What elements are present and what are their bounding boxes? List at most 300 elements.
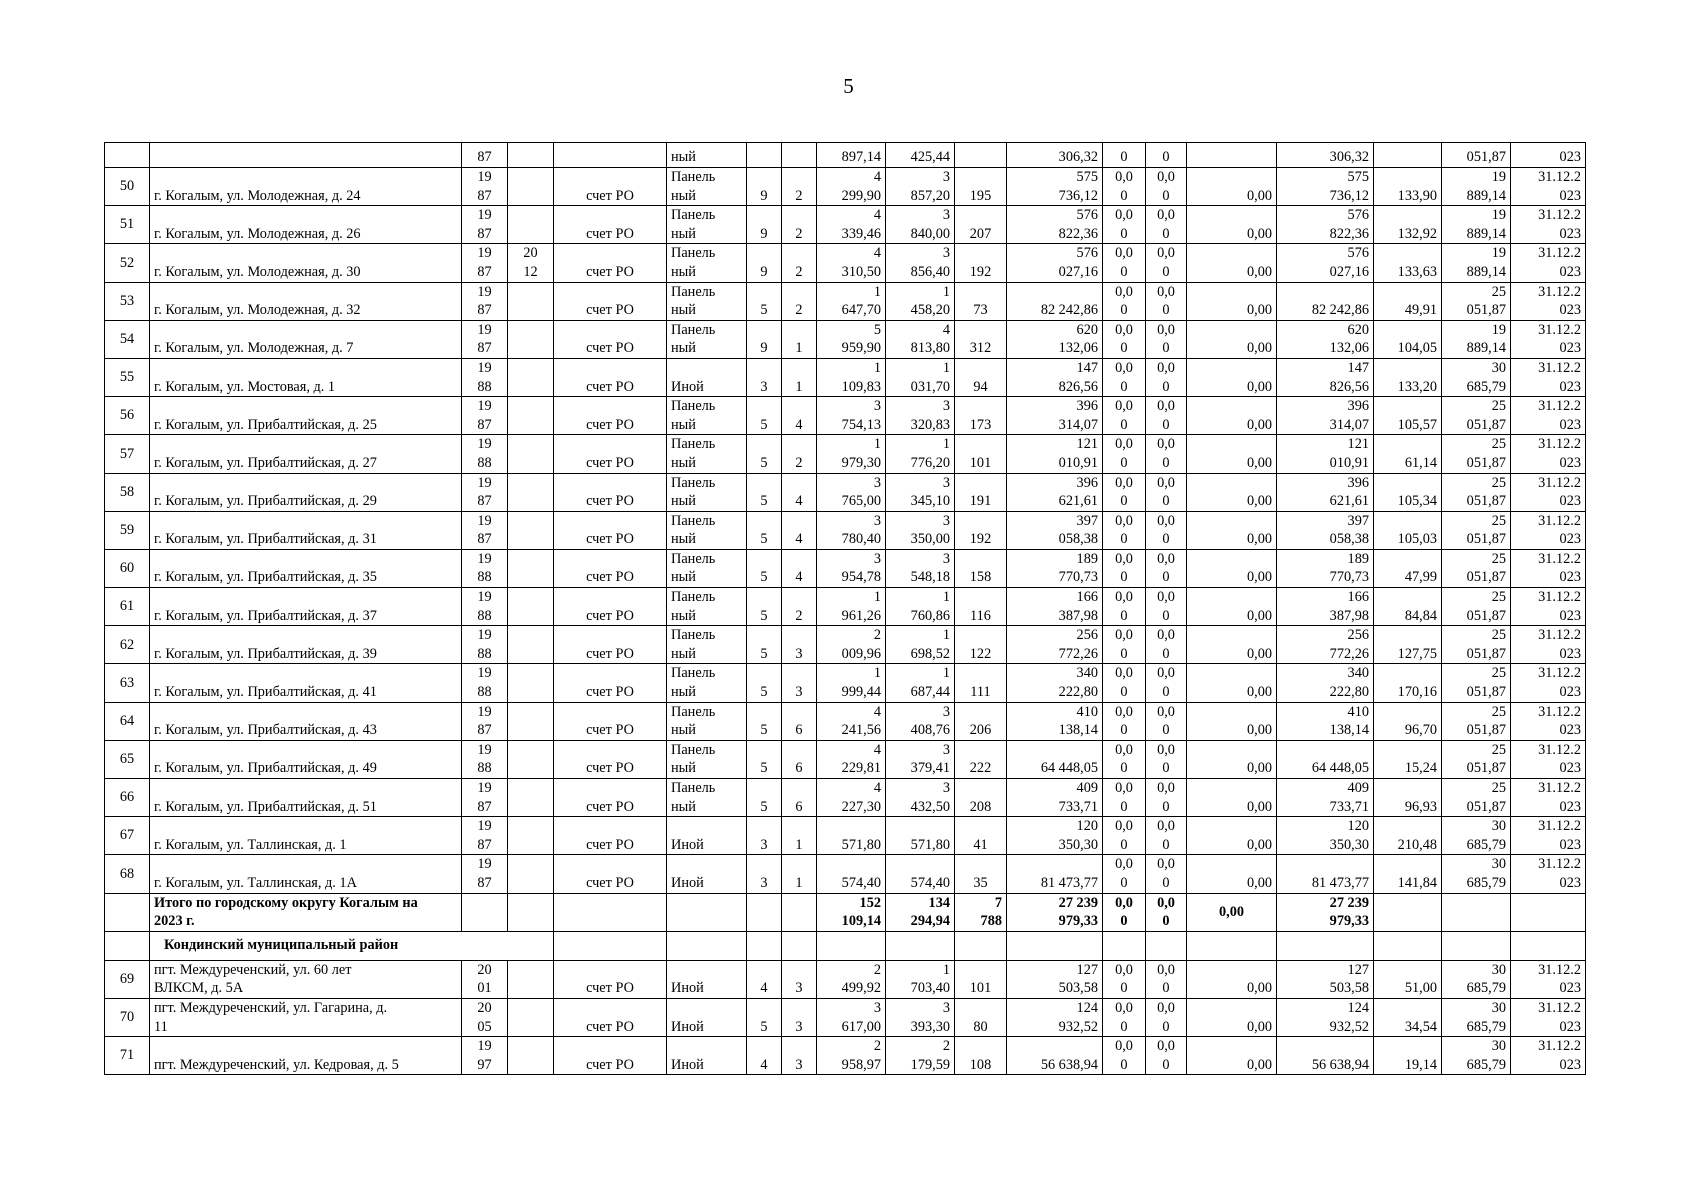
- table-cell: 0,00: [1187, 320, 1277, 358]
- table-cell: 5: [747, 588, 782, 626]
- table-cell: 31.12.2 023: [1511, 168, 1586, 206]
- table-cell: счет РО: [554, 817, 667, 855]
- table-cell: 132,92: [1374, 206, 1442, 244]
- table-cell: 47,99: [1374, 549, 1442, 587]
- table-cell: [508, 358, 554, 396]
- table-cell: 19 88: [462, 740, 508, 778]
- subtotal-cell: 152 109,14: [817, 893, 886, 931]
- table-cell: 4: [747, 1037, 782, 1075]
- table-cell: 575 736,12: [1007, 168, 1103, 206]
- table-cell: [667, 893, 747, 931]
- table-cell: 51,00: [1374, 960, 1442, 998]
- table-cell: [508, 855, 554, 893]
- table-cell: г. Когалым, ул. Молодежная, д. 24: [150, 168, 462, 206]
- table-cell: Панель ный: [667, 588, 747, 626]
- table-cell: [554, 143, 667, 168]
- table-cell: счет РО: [554, 626, 667, 664]
- table-cell: Панель ный: [667, 473, 747, 511]
- table-cell: 30 685,79: [1442, 960, 1511, 998]
- table-cell: г. Когалым, ул. Прибалтийская, д. 37: [150, 588, 462, 626]
- table-cell: 2 009,96: [817, 626, 886, 664]
- table-cell: 19 87: [462, 511, 508, 549]
- table-cell: 1 031,70: [886, 358, 955, 396]
- table-cell: 3 393,30: [886, 998, 955, 1036]
- table-cell: 82 242,86: [1277, 282, 1374, 320]
- table-cell: 191: [955, 473, 1007, 511]
- table-cell: 0,0 0: [1146, 817, 1187, 855]
- table-cell: Панель ный: [667, 206, 747, 244]
- table-cell: счет РО: [554, 664, 667, 702]
- table-cell: 312: [955, 320, 1007, 358]
- table-cell: [1442, 931, 1511, 960]
- subtotal-cell: 134 294,94: [886, 893, 955, 931]
- table-cell: 2 499,92: [817, 960, 886, 998]
- table-cell: 0,0 0: [1103, 588, 1146, 626]
- table-cell: 30 685,79: [1442, 1037, 1511, 1075]
- table-cell: [508, 664, 554, 702]
- table-cell: Панель ный: [667, 626, 747, 664]
- table-cell: 19 88: [462, 626, 508, 664]
- table-row: [105, 511, 1586, 549]
- table-cell: 576 822,36: [1277, 206, 1374, 244]
- table-cell: 5: [747, 511, 782, 549]
- table-cell: 0,0 0: [1103, 1037, 1146, 1075]
- table-cell: 3 345,10: [886, 473, 955, 511]
- table-cell: счет РО: [554, 168, 667, 206]
- table-cell: 4 339,46: [817, 206, 886, 244]
- table-cell: 0,0 0: [1146, 998, 1187, 1036]
- table-cell: 0,0 0: [1103, 702, 1146, 740]
- table-cell: 5: [747, 664, 782, 702]
- table-cell: Иной: [667, 1037, 747, 1075]
- table-row: [105, 664, 1586, 702]
- table-cell: 0,00: [1187, 1037, 1277, 1075]
- table-cell: 133,63: [1374, 244, 1442, 282]
- table-cell: 0,00: [1187, 779, 1277, 817]
- table-cell: 0,00: [1187, 817, 1277, 855]
- table-cell: 31.12.2 023: [1511, 1037, 1586, 1075]
- table-cell: 87: [462, 143, 508, 168]
- table-cell: 306,32: [1277, 143, 1374, 168]
- table-cell: 0: [1146, 143, 1187, 168]
- table-cell: 31.12.2 023: [1511, 855, 1586, 893]
- table-cell: [747, 931, 782, 960]
- table-cell: 20 01: [462, 960, 508, 998]
- table-cell: 575 736,12: [1277, 168, 1374, 206]
- table-cell: 0,00: [1187, 168, 1277, 206]
- table-cell: 25 051,87: [1442, 588, 1511, 626]
- table-cell: [747, 893, 782, 931]
- table-row: [105, 998, 1586, 1036]
- table-cell: [782, 893, 817, 931]
- table-cell: 3: [782, 664, 817, 702]
- table-cell: Панель ный: [667, 664, 747, 702]
- table-cell: [508, 143, 554, 168]
- table-cell: [508, 168, 554, 206]
- table-cell: [782, 931, 817, 960]
- table-cell: 147 826,56: [1007, 358, 1103, 396]
- table-cell: 3 856,40: [886, 244, 955, 282]
- table-cell: 30 685,79: [1442, 358, 1511, 396]
- table-cell: 189 770,73: [1277, 549, 1374, 587]
- table-cell: 1: [782, 358, 817, 396]
- table-cell: [747, 143, 782, 168]
- table-cell: 64: [105, 702, 150, 740]
- table-cell: 4 227,30: [817, 779, 886, 817]
- table-cell: 0,0 0: [1146, 320, 1187, 358]
- table-cell: счет РО: [554, 397, 667, 435]
- table-cell: Панель ный: [667, 549, 747, 587]
- table-cell: 1 458,20: [886, 282, 955, 320]
- table-cell: [817, 931, 886, 960]
- table-cell: Панель ный: [667, 168, 747, 206]
- table-cell: [150, 143, 462, 168]
- table-cell: 0,0 0: [1146, 511, 1187, 549]
- table-cell: 19 87: [462, 779, 508, 817]
- table-cell: [1187, 931, 1277, 960]
- table-cell: 397 058,38: [1007, 511, 1103, 549]
- table-cell: 5: [747, 998, 782, 1036]
- table-cell: г. Когалым, ул. Прибалтийская, д. 41: [150, 664, 462, 702]
- table-cell: 31.12.2 023: [1511, 206, 1586, 244]
- table-cell: счет РО: [554, 244, 667, 282]
- table-cell: 31.12.2 023: [1511, 740, 1586, 778]
- table-cell: 71: [105, 1037, 150, 1075]
- table-cell: [1187, 143, 1277, 168]
- table-body: [105, 143, 1586, 1075]
- table-cell: [508, 397, 554, 435]
- table-cell: 1 698,52: [886, 626, 955, 664]
- table-cell: 3 780,40: [817, 511, 886, 549]
- table-cell: г. Когалым, ул. Прибалтийская, д. 27: [150, 435, 462, 473]
- table-cell: 425,44: [886, 143, 955, 168]
- table-cell: 96,70: [1374, 702, 1442, 740]
- table-cell: 0,00: [1187, 702, 1277, 740]
- table-row: [105, 435, 1586, 473]
- table-cell: 9: [747, 320, 782, 358]
- table-row: [105, 473, 1586, 511]
- table-cell: 5: [747, 740, 782, 778]
- table-cell: [1007, 931, 1103, 960]
- table-cell: 31.12.2 023: [1511, 702, 1586, 740]
- table-cell: [1374, 893, 1442, 931]
- table-cell: 4 310,50: [817, 244, 886, 282]
- table-cell: 0,00: [1187, 998, 1277, 1036]
- table-cell: [508, 626, 554, 664]
- table-cell: 34,54: [1374, 998, 1442, 1036]
- table-cell: 396 621,61: [1277, 473, 1374, 511]
- table-cell: 0,0 0: [1146, 473, 1187, 511]
- table-cell: г. Когалым, ул. Прибалтийская, д. 29: [150, 473, 462, 511]
- table-cell: счет РО: [554, 549, 667, 587]
- table-row: [105, 855, 1586, 893]
- table-cell: [508, 893, 554, 931]
- table-cell: 19 87: [462, 206, 508, 244]
- table-cell: 64 448,05: [1007, 740, 1103, 778]
- table-row: [105, 740, 1586, 778]
- table-cell: [1277, 931, 1374, 960]
- table-cell: 124 932,52: [1277, 998, 1374, 1036]
- table-cell: Панель ный: [667, 320, 747, 358]
- table-cell: 0,00: [1187, 397, 1277, 435]
- table-cell: 31.12.2 023: [1511, 511, 1586, 549]
- table-cell: 31.12.2 023: [1511, 282, 1586, 320]
- table-cell: 0,0 0: [1146, 358, 1187, 396]
- table-cell: 68: [105, 855, 150, 893]
- table-cell: [105, 143, 150, 168]
- table-cell: 31.12.2 023: [1511, 998, 1586, 1036]
- table-cell: г. Когалым, ул. Прибалтийская, д. 39: [150, 626, 462, 664]
- table-cell: Панель ный: [667, 282, 747, 320]
- table-cell: 0,00: [1187, 960, 1277, 998]
- table-cell: г. Когалым, ул. Прибалтийская, д. 51: [150, 779, 462, 817]
- table-cell: 222: [955, 740, 1007, 778]
- table-cell: 120 350,30: [1007, 817, 1103, 855]
- table-cell: 576 027,16: [1277, 244, 1374, 282]
- table-cell: 0,0 0: [1103, 244, 1146, 282]
- table-cell: 3 765,00: [817, 473, 886, 511]
- table-cell: 51: [105, 206, 150, 244]
- table-cell: 195: [955, 168, 1007, 206]
- table-cell: 141,84: [1374, 855, 1442, 893]
- table-cell: 133,20: [1374, 358, 1442, 396]
- table-cell: [1146, 931, 1187, 960]
- table-cell: 56: [105, 397, 150, 435]
- table-cell: 2 958,97: [817, 1037, 886, 1075]
- table-cell: счет РО: [554, 779, 667, 817]
- table-cell: ный: [667, 143, 747, 168]
- table-cell: 25 051,87: [1442, 511, 1511, 549]
- table-cell: 4 299,90: [817, 168, 886, 206]
- table-cell: 5: [747, 779, 782, 817]
- table-cell: 50: [105, 168, 150, 206]
- table-cell: [508, 740, 554, 778]
- table-cell: 1 687,44: [886, 664, 955, 702]
- table-cell: [105, 931, 150, 960]
- table-cell: [508, 206, 554, 244]
- table-cell: 19 87: [462, 282, 508, 320]
- table-cell: 3: [782, 1037, 817, 1075]
- table-cell: 4 229,81: [817, 740, 886, 778]
- table-cell: 70: [105, 998, 150, 1036]
- table-cell: 15,24: [1374, 740, 1442, 778]
- table-cell: [1442, 893, 1511, 931]
- table-cell: 0,0 0: [1146, 244, 1187, 282]
- table-cell: 3 857,20: [886, 168, 955, 206]
- table-cell: [1374, 143, 1442, 168]
- table-cell: 397 058,38: [1277, 511, 1374, 549]
- table-cell: 3 408,76: [886, 702, 955, 740]
- table-cell: счет РО: [554, 998, 667, 1036]
- table-cell: 3 754,13: [817, 397, 886, 435]
- table-row: [105, 626, 1586, 664]
- table-row: [105, 702, 1586, 740]
- table-cell: 5 959,90: [817, 320, 886, 358]
- table-cell: 5: [747, 473, 782, 511]
- table-cell: 64 448,05: [1277, 740, 1374, 778]
- table-cell: 127,75: [1374, 626, 1442, 664]
- table-cell: 49,91: [1374, 282, 1442, 320]
- table-cell: счет РО: [554, 358, 667, 396]
- table-cell: 19 87: [462, 817, 508, 855]
- page-number: 5: [843, 74, 854, 98]
- table-cell: 58: [105, 473, 150, 511]
- table-row: [105, 244, 1586, 282]
- subtotal-cell: Итого по городскому округу Когалым на 2023 г.: [150, 893, 462, 931]
- subtotal-cell: 27 239 979,33: [1277, 893, 1374, 931]
- table-cell: 4: [782, 549, 817, 587]
- table-cell: [1103, 931, 1146, 960]
- table-cell: 0,00: [1187, 664, 1277, 702]
- table-cell: пгт. Междуреченский, ул. Кедровая, д. 5: [150, 1037, 462, 1075]
- table-cell: 0,0 0: [1103, 511, 1146, 549]
- table-cell: 0,0 0: [1103, 435, 1146, 473]
- table-cell: 59: [105, 511, 150, 549]
- table-cell: 0,0 0: [1103, 740, 1146, 778]
- table-cell: 19 97: [462, 1037, 508, 1075]
- table-cell: [554, 931, 667, 960]
- table-cell: 25 051,87: [1442, 664, 1511, 702]
- continuation-row: [105, 143, 1586, 168]
- table-cell: 3: [747, 358, 782, 396]
- table-cell: 60: [105, 549, 150, 587]
- table-cell: 31.12.2 023: [1511, 549, 1586, 587]
- table-cell: 9: [747, 206, 782, 244]
- table-cell: 9: [747, 244, 782, 282]
- table-cell: 84,84: [1374, 588, 1442, 626]
- table-cell: Иной: [667, 855, 747, 893]
- table-cell: счет РО: [554, 1037, 667, 1075]
- table-cell: 69: [105, 960, 150, 998]
- table-cell: 6: [782, 702, 817, 740]
- table-cell: 6: [782, 779, 817, 817]
- table-cell: 9: [747, 168, 782, 206]
- table-cell: 31.12.2 023: [1511, 626, 1586, 664]
- table-cell: 5: [747, 549, 782, 587]
- table-row: [105, 397, 1586, 435]
- table-cell: 25 051,87: [1442, 282, 1511, 320]
- table-cell: 54: [105, 320, 150, 358]
- table-cell: 0: [1103, 143, 1146, 168]
- table-cell: 62: [105, 626, 150, 664]
- table-cell: 31.12.2 023: [1511, 817, 1586, 855]
- table-cell: [462, 893, 508, 931]
- table-cell: счет РО: [554, 320, 667, 358]
- table-cell: 620 132,06: [1277, 320, 1374, 358]
- table-cell: 105,57: [1374, 397, 1442, 435]
- table-cell: 65: [105, 740, 150, 778]
- table-cell: г. Когалым, ул. Молодежная, д. 32: [150, 282, 462, 320]
- table-cell: 116: [955, 588, 1007, 626]
- table-cell: 192: [955, 244, 1007, 282]
- table-cell: 31.12.2 023: [1511, 358, 1586, 396]
- table-cell: 023: [1511, 143, 1586, 168]
- table-cell: 5: [747, 702, 782, 740]
- table-row: [105, 282, 1586, 320]
- table-cell: 120 350,30: [1277, 817, 1374, 855]
- table-cell: 409 733,71: [1007, 779, 1103, 817]
- table-cell: 80: [955, 998, 1007, 1036]
- table-cell: 574,40: [886, 855, 955, 893]
- table-cell: 0,0 0: [1103, 817, 1146, 855]
- table-cell: 19 87: [462, 244, 508, 282]
- table-cell: 56 638,94: [1007, 1037, 1103, 1075]
- table-cell: 0,0 0: [1103, 358, 1146, 396]
- table-cell: 3: [782, 626, 817, 664]
- table-cell: 19 88: [462, 435, 508, 473]
- table-cell: 0,0 0: [1146, 960, 1187, 998]
- table-cell: 192: [955, 511, 1007, 549]
- table-cell: 0,0 0: [1103, 960, 1146, 998]
- table-cell: [508, 1037, 554, 1075]
- table-cell: [1374, 931, 1442, 960]
- table-cell: [508, 435, 554, 473]
- table-cell: счет РО: [554, 960, 667, 998]
- table-cell: 25 051,87: [1442, 435, 1511, 473]
- table-cell: 5: [747, 626, 782, 664]
- table-cell: 576 822,36: [1007, 206, 1103, 244]
- table-cell: 410 138,14: [1277, 702, 1374, 740]
- table-cell: 0,0 0: [1146, 779, 1187, 817]
- table-cell: [508, 998, 554, 1036]
- table-cell: 1 703,40: [886, 960, 955, 998]
- table-cell: г. Когалым, ул. Прибалтийская, д. 43: [150, 702, 462, 740]
- table-cell: г. Когалым, ул. Таллинская, д. 1: [150, 817, 462, 855]
- table-cell: [508, 549, 554, 587]
- table-cell: 3 954,78: [817, 549, 886, 587]
- table-cell: 0,00: [1187, 626, 1277, 664]
- table-cell: 1 109,83: [817, 358, 886, 396]
- table-cell: [508, 702, 554, 740]
- table-cell: 1: [782, 320, 817, 358]
- table-cell: 0,00: [1187, 206, 1277, 244]
- table-cell: 0,0 0: [1103, 998, 1146, 1036]
- table-cell: 4: [782, 473, 817, 511]
- housing-register-table: [104, 142, 1586, 1075]
- table-cell: 208: [955, 779, 1007, 817]
- table-cell: 31.12.2 023: [1511, 779, 1586, 817]
- table-cell: 0,0 0: [1146, 702, 1187, 740]
- table-cell: 409 733,71: [1277, 779, 1374, 817]
- table-cell: 73: [955, 282, 1007, 320]
- table-cell: 25 051,87: [1442, 779, 1511, 817]
- table-cell: Иной: [667, 960, 747, 998]
- table-cell: 96,93: [1374, 779, 1442, 817]
- table-cell: 5: [747, 282, 782, 320]
- table-cell: 19,14: [1374, 1037, 1442, 1075]
- table-cell: 4 241,56: [817, 702, 886, 740]
- table-cell: 0,0 0: [1146, 855, 1187, 893]
- table-cell: Иной: [667, 998, 747, 1036]
- table-cell: [667, 931, 747, 960]
- table-cell: 0,0 0: [1103, 473, 1146, 511]
- table-cell: 105,34: [1374, 473, 1442, 511]
- subtotal-cell: 0,0 0: [1146, 893, 1187, 931]
- table-cell: 19 88: [462, 588, 508, 626]
- table-cell: [1511, 931, 1586, 960]
- table-cell: 31.12.2 023: [1511, 435, 1586, 473]
- table-cell: 20 12: [508, 244, 554, 282]
- table-cell: Панель ный: [667, 397, 747, 435]
- table-cell: 127 503,58: [1007, 960, 1103, 998]
- table-cell: 2: [782, 206, 817, 244]
- table-cell: 31.12.2 023: [1511, 320, 1586, 358]
- table-cell: 57: [105, 435, 150, 473]
- table-cell: г. Когалым, ул. Прибалтийская, д. 31: [150, 511, 462, 549]
- table-cell: 3: [747, 817, 782, 855]
- table-cell: 206: [955, 702, 1007, 740]
- table-cell: 0,00: [1187, 282, 1277, 320]
